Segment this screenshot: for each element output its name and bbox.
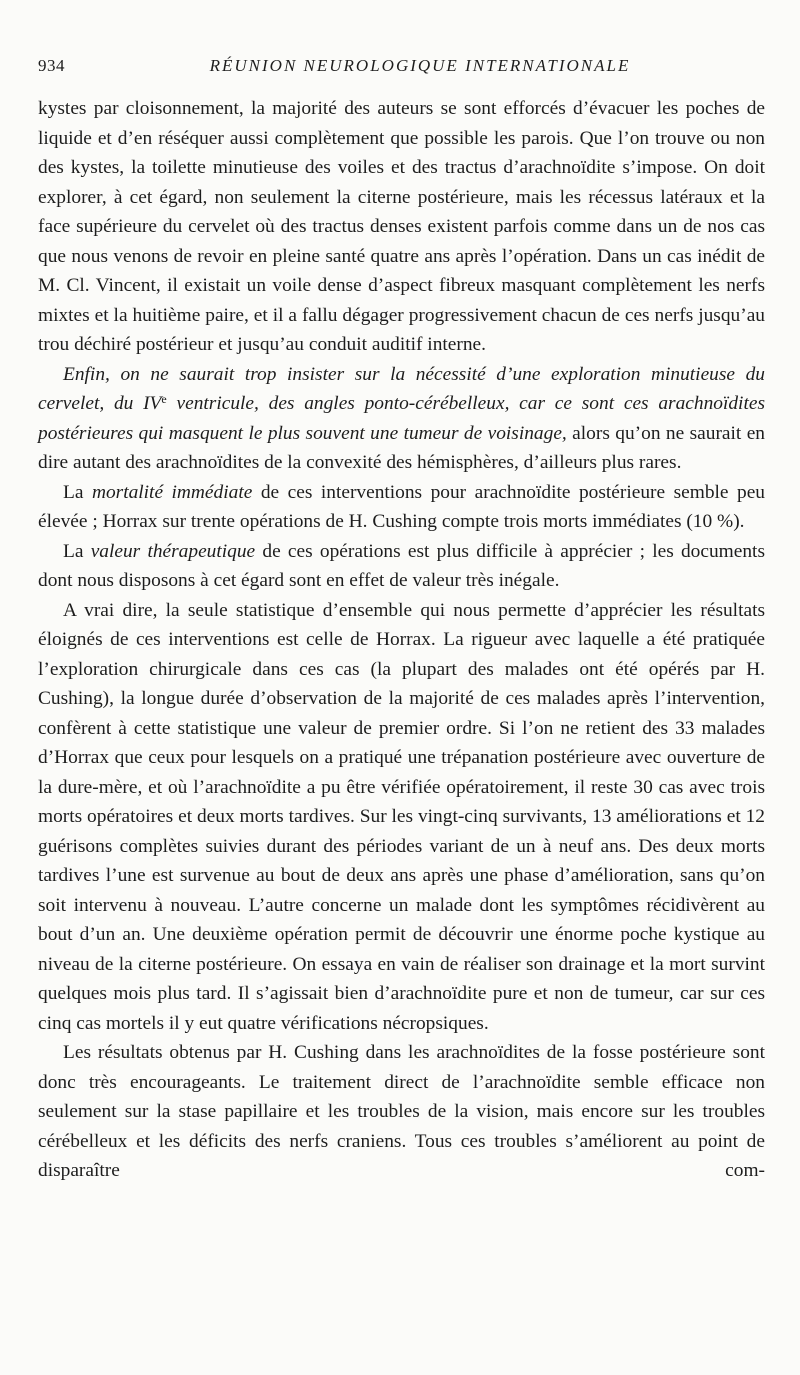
italic-emphasis: Enfin, on ne saurait trop insister sur la nécessité d’une exploration minutieuse du cervelet, du IV (38, 363, 765, 414)
paragraph-4 (38, 537, 765, 596)
italic-emphasis: ventricule, des angles ponto-cérébelleux, car ce sont ces arachnoïdites postérieures qui masquent le plus souvent une tumeur de voisinage, (38, 393, 765, 444)
paragraph-3 (38, 478, 765, 537)
paragraph-lead: La (63, 481, 92, 503)
paragraph-lead: La (63, 540, 91, 562)
paragraph-text: Les résultats obtenus par H. Cushing dans les arachnoïdites de la fosse postérieure sont donc très encourageants. Le traitement direct de l’arachnoïdite semble efficace non seulement sur la stase papillaire et les troubles de la vision, mais encore sur les troubles cérébelleux et les déficits des nerfs craniens. Tous ces troubles s’améliorent au point de disparaître com- (38, 1042, 765, 1181)
paragraph-2 (38, 360, 765, 478)
paragraph-1 (38, 94, 765, 360)
italic-term: mortalité immédiate (91, 481, 253, 503)
paragraph-text: de ces interventions pour arachnoïdite postérieure semble peu élevée ; Horrax sur trente opérations de H. Cushing compte trois morts immédiates (10 %). (38, 481, 765, 532)
superscript: e (161, 392, 167, 406)
paragraph-text: A vrai dire, la seule statistique d’ensemble qui nous permette d’apprécier les résultats éloignés de ces interventions est celle de Horrax. La rigueur avec laquelle a été pratiquée l’exploration chirurgicale dans ces cas (la plupart des malades ont été opérés par H. Cushing), la longue durée d’observation de la majorité de ces malades après l’intervention, confèrent à cette statistique une valeur de premier ordre. Si l’on ne retient des 33 malades d’Horrax que ceux pour lesquels on a pratiqué une trépanation postérieure avec ouverture de la dure-mère, et où l’arachnoïdite a pu être vérifiée opératoirement, il reste 30 cas avec trois morts opératoires et deux morts tardives. Sur les vingt-cinq survivants, 13 améliorations et 12 guérisons complètes suivies durant des périodes variant de un à neuf ans. Des deux morts tardives l’une est survenue au bout de deux ans après une phase d’amélioration, sans qu’on soit intervenu à nouveau. L’autre concerne un malade dont les symptômes récidivèrent au bout d’un an. Une deuxième opération permit de découvrir une énorme poche kystique au niveau de la citerne postérieure. On essaya en vain de réaliser son drainage et la mort survint quelques mois plus tard. Il s’agissait bien d’arachnoïdite pure et non de tumeur, car sur ces cinq cas mortels il y eut quatre vérifications nécropsiques. (38, 599, 765, 1034)
page-number: 934 (38, 56, 65, 75)
body-text (38, 94, 765, 1186)
paragraph-text: kystes par cloisonnement, la majorité des auteurs se sont efforcés d’évacuer les poches de liquide et d’en réséquer aussi complètement que possible les parois. Que l’on trouve ou non des kystes, la toilette minutieuse des voiles et des tractus d’arachnoïdite s’impose. On doit explorer, à cet égard, non seulement la citerne postérieure, mais les récessus latéraux et la face supérieure du cervelet où des tractus denses existent parfois comme dans un de nos cas que nous venons de revoir en pleine santé quatre ans après l’opération. Dans un cas inédit de M. Cl. Vincent, il existait un voile dense d’aspect fibreux masquant complètement les nerfs mixtes et la huitième paire, et il a fallu dégager progressivement chacun de ces nerfs jusqu’au trou déchiré postérieur et jusqu’au conduit auditif interne. (38, 98, 765, 355)
page-header (38, 56, 762, 84)
italic-term: valeur thérapeutique (90, 540, 256, 562)
paragraph-text: alors qu’on ne saurait en dire autant des arachnoïdites de la convexité des hémisphères, d’ailleurs plus rares. (38, 422, 765, 473)
paragraph-6 (38, 1038, 765, 1186)
paragraph-text: de ces opérations est plus difficile à apprécier ; les documents dont nous disposons à cet égard sont en effet de valeur très inégale. (38, 540, 765, 591)
running-title: RÉUNION NEUROLOGIQUE INTERNATIONALE (209, 56, 631, 75)
paragraph-5 (38, 596, 765, 1039)
